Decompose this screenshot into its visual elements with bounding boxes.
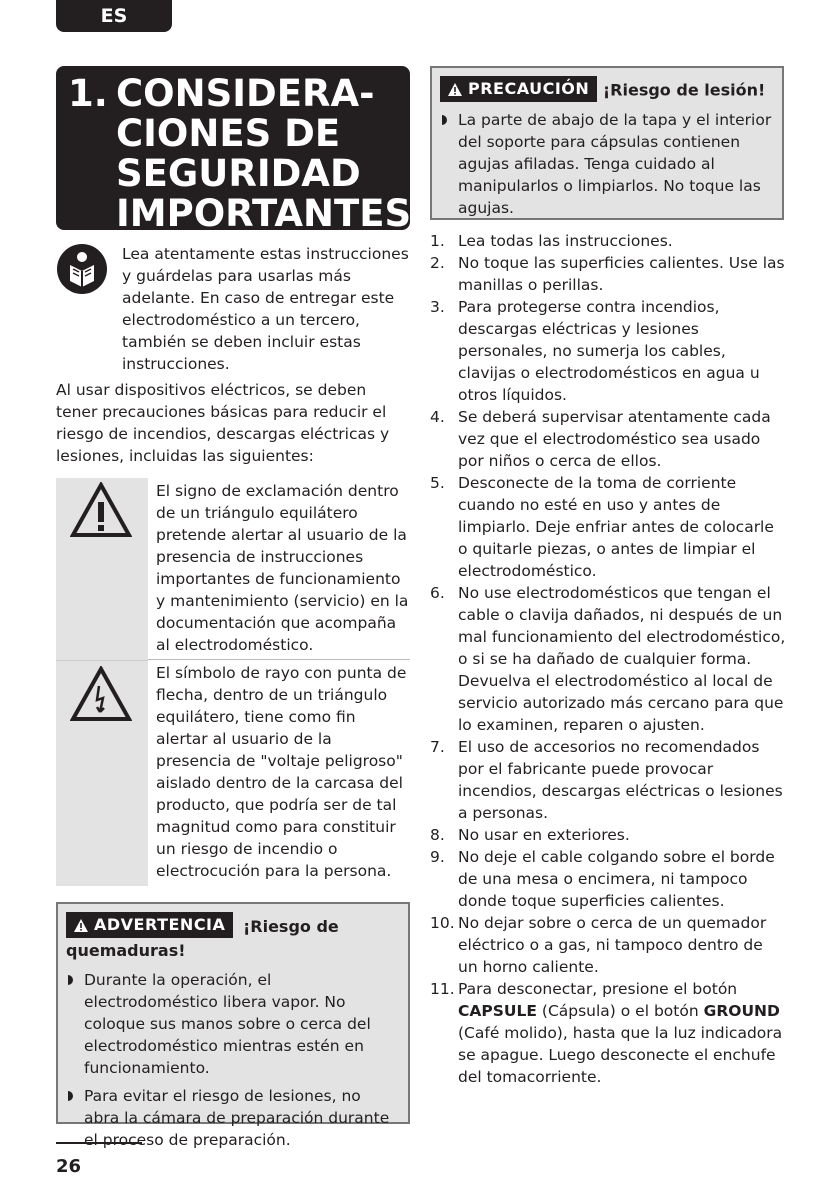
section-title — [56, 66, 412, 235]
warning-triangle-icon — [74, 919, 88, 932]
list-item — [430, 472, 786, 582]
list-item — [430, 912, 786, 978]
list-text: Desconecte de la toma de corriente cuando no esté en uso y antes de limpiarlo. Deje enfriar antes de colocarle o quitarle piezas, o antes de limpiar el electrodoméstico. — [458, 474, 774, 580]
list-text: No dejar sobre o cerca de un quemador eléctrico o a gas, ni tampoco dentro de un horno caliente. — [458, 914, 767, 976]
warning-heading — [66, 912, 400, 963]
list-item — [430, 978, 786, 1088]
list-number: 9. — [430, 848, 445, 866]
list-text: Para desconectar, presione el botón — [458, 980, 738, 998]
ground-button-name: GROUND — [703, 1002, 780, 1020]
title-line: CIONES DE — [116, 112, 341, 155]
list-number: 6. — [430, 584, 445, 602]
footer-rule — [56, 1142, 142, 1144]
exclamation-triangle-icon — [70, 482, 132, 538]
row-divider — [56, 660, 148, 661]
list-text: No deje el cable colgando sobre el borde de una mesa o encimera, ni tampoco donde toque superficies calientes. — [458, 848, 775, 910]
list-text: Para protegerse contra incendios, descargas eléctricas y lesiones personales, no sumerja los cables, clavijas o electrodomésticos en agua u otros líquidos. — [458, 298, 760, 404]
list-text: Se deberá supervisar atentamente cada vez que el electrodoméstico sea usado por niños o cerca de ellos. — [458, 408, 771, 470]
list-item — [430, 582, 786, 736]
list-item — [430, 736, 786, 824]
list-number: 7. — [430, 738, 445, 756]
title-line: CONSIDERA- — [116, 72, 375, 115]
page-number: 26 — [56, 1156, 82, 1177]
title-line: IMPORTANTES — [116, 192, 412, 235]
list-text: El uso de accesorios no recomendados por el fabricante puede provocar incendios, descargas eléctricas o lesiones a personas. — [458, 738, 783, 822]
list-text: No toque las superficies calientes. Use las manillas o perillas. — [458, 254, 785, 294]
symbol-row — [148, 478, 410, 660]
list-number: 8. — [430, 826, 445, 844]
symbol-description: El signo de exclamación dentro de un triángulo equilátero pretende alertar al usuario de la presencia de instrucciones importantes de funcionamiento y mantenimiento (servicio) en la documentación que acompaña al electrodoméstico. — [156, 482, 409, 654]
list-number: 10. — [430, 914, 455, 932]
list-text: (Café molido), hasta que la luz indicadora se apague. Luego desconecte el enchufe del tomacorriente. — [458, 1024, 783, 1086]
warning-label-text: ADVERTENCIA — [94, 915, 226, 934]
warning-bullet: Durante la operación, el electrodoméstico libera vapor. No coloque sus manos sobre o cerca del electrodoméstico mientras estén en funcionamiento. — [66, 969, 400, 1079]
warning-box — [56, 902, 410, 1149]
list-text: Lea todas las instrucciones. — [458, 232, 673, 250]
list-item — [430, 230, 786, 252]
list-text: (Cápsula) o el botón — [541, 1002, 699, 1020]
section-number: 1. — [68, 72, 108, 115]
caution-box — [430, 66, 784, 220]
symbol-table — [56, 478, 410, 886]
list-item — [430, 296, 786, 406]
list-number: 1. — [430, 232, 445, 250]
list-item — [430, 846, 786, 912]
title-line: SEGURIDAD — [116, 152, 361, 195]
list-text: No use electrodomésticos que tengan el cable o clavija dañados, ni después de un mal funcionamiento del electrodoméstico, o si se ha dañado de cualquier forma. Devuelva el electrodoméstico al local de servicio autorizado más cercano para que lo examinen, reparen o ajusten. — [458, 584, 786, 734]
warning-bullet: Para evitar el riesgo de lesiones, no abra la cámara de preparación durante el proceso de preparación. — [66, 1085, 400, 1151]
warning-risk: ¡Riesgo de quemaduras! — [66, 916, 339, 960]
read-manual-icon — [56, 243, 108, 295]
language-tab: ES — [56, 0, 172, 32]
list-number: 5. — [430, 474, 445, 492]
list-number: 3. — [430, 298, 445, 316]
caution-label-text: PRECAUCIÓN — [468, 79, 590, 98]
warning-label — [66, 912, 233, 938]
body-paragraph: Al usar dispositivos eléctricos, se deben tener precauciones básicas para reducir el riesgo de incendios, descargas eléctricas y lesiones, incluidas las siguientes: — [56, 381, 390, 465]
caution-bullet: La parte de abajo de la tapa y el interior del soporte para cápsulas contienen agujas afiladas. Tenga cuidado al manipularlos o limpiarlos. No toque las agujas. — [440, 109, 774, 219]
caution-risk: ¡Riesgo de lesión! — [602, 80, 766, 100]
safety-list — [430, 230, 786, 1088]
caution-label — [440, 76, 597, 102]
symbol-description: El símbolo de rayo con punta de flecha, dentro de un triángulo equilátero, tiene como fin alertar al usuario de la presencia de "voltaje peligroso" aislado dentro de la carcasa del producto, que podría ser de tal magnitud como para constituir un riesgo de incendio o electrocución para la persona. — [156, 664, 407, 880]
list-text: No usar en exteriores. — [458, 826, 630, 844]
lightning-triangle-icon — [70, 666, 132, 722]
section-title-lines — [116, 74, 411, 234]
caution-heading — [440, 76, 774, 103]
list-item — [430, 824, 786, 846]
list-item — [430, 252, 786, 296]
symbol-row — [148, 662, 410, 884]
list-item — [430, 406, 786, 472]
intro-text: Lea atentamente estas instrucciones y guárdelas para usarlas más adelante. En caso de entregar este electrodoméstico a un tercero, también se deben incluir estas instrucciones. — [122, 245, 409, 373]
capsule-button-name: CAPSULE — [458, 1002, 537, 1020]
list-number: 11. — [430, 980, 455, 998]
warning-triangle-icon — [448, 83, 462, 96]
list-number: 2. — [430, 254, 445, 272]
list-number: 4. — [430, 408, 445, 426]
